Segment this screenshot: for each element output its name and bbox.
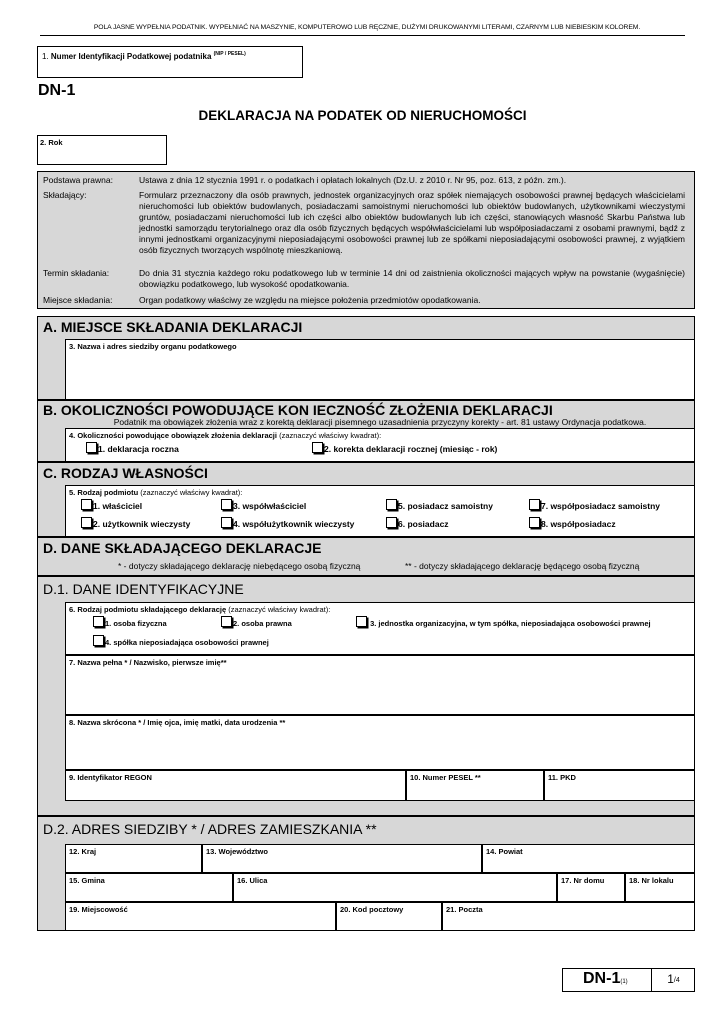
checkbox-icon[interactable]: [529, 499, 540, 510]
option-owner[interactable]: [81, 499, 142, 511]
field-16-label: 16. Ulica: [237, 876, 268, 885]
checkbox-icon[interactable]: [221, 517, 232, 528]
info-value: Ustawa z dnia 12 stycznia 1991 r. o podatkach i opłatach lokalnych (Dz.U. z 2010 r. Nr 95, poz. 613, z późn. zm.).: [139, 175, 567, 185]
city-field[interactable]: [65, 902, 336, 931]
checkbox-icon[interactable]: [81, 499, 92, 510]
checkbox-icon[interactable]: [221, 499, 232, 510]
note-legal-entity: * - dotyczy składającego deklarację niebędącego osobą fizyczną: [118, 561, 361, 571]
info-key: Termin składania:: [43, 268, 110, 278]
footer-code-sub: (1): [620, 979, 628, 985]
footer-code: DN-1: [583, 970, 621, 987]
postal-code-field[interactable]: [336, 902, 442, 931]
option-company[interactable]: [93, 635, 269, 647]
option-label: 8. współposiadacz: [541, 519, 616, 529]
year-label: 2. Rok: [40, 138, 63, 147]
nip-field[interactable]: [37, 46, 303, 78]
field-18-label: 18. Nr lokalu: [629, 876, 674, 885]
county-field[interactable]: [482, 844, 695, 873]
circumstances-field[interactable]: [65, 428, 695, 462]
checkbox-icon[interactable]: [93, 616, 104, 627]
municipality-field[interactable]: [65, 873, 233, 902]
page-number: [651, 969, 695, 991]
option-correction[interactable]: [312, 442, 497, 454]
country-field[interactable]: [65, 844, 202, 873]
field-12-label: 12. Kraj: [69, 847, 97, 856]
checkbox-icon[interactable]: [81, 517, 92, 528]
form-title: DEKLARACJA NA PODATEK OD NIERUCHOMOŚCI: [198, 108, 527, 123]
nip-sup: (NIP / PESEL): [213, 51, 246, 57]
option-label: 2. użytkownik wieczysty: [93, 519, 191, 529]
checkbox-icon[interactable]: [86, 442, 97, 453]
note-natural-person: ** - dotyczy składającego deklarację będącego osobą fizyczną: [405, 561, 640, 571]
field-20-label: 20. Kod pocztowy: [340, 905, 404, 914]
pkd-field[interactable]: [544, 770, 695, 801]
field-14-label: 14. Powiat: [486, 847, 523, 856]
checkbox-icon[interactable]: [386, 517, 397, 528]
field-21-label: 21. Poczta: [446, 905, 483, 914]
section-d-title: D. DANE SKŁADAJĄCEGO DEKLARACJE: [43, 540, 322, 556]
field-9-label: 9. Identyfikator REGON: [69, 773, 152, 782]
option-co-owner[interactable]: [221, 499, 306, 511]
nip-label: Numer Identyfikacji Podatkowej podatnika: [50, 52, 212, 61]
option-label: 1. właściciel: [93, 501, 143, 511]
header-rule: [40, 35, 685, 36]
info-value: Organ podatkowy właściwy ze względu na miejsce położenia przedmiotów opodatkowania.: [139, 295, 481, 305]
option-label: 1. deklaracja roczna: [98, 444, 179, 454]
option-label: 3. współwłaściciel: [233, 501, 307, 511]
option-natural-person[interactable]: [93, 616, 167, 628]
info-key: Składający:: [43, 190, 87, 200]
field-6-hint: (zaznaczyć właściwy kwadrat):: [228, 605, 331, 614]
option-independent-co-holder[interactable]: [529, 499, 660, 511]
section-b-title: B. OKOLICZNOŚCI POWODUJĄCE KON IECZNOŚĆ ZŁOŻENIA DEKLARACJI: [43, 402, 553, 418]
page-current: 1: [667, 972, 674, 986]
apartment-number-field[interactable]: [625, 873, 695, 902]
option-label: 7. współposiadacz samoistny: [541, 501, 661, 511]
page-total: /4: [673, 977, 680, 984]
voivodeship-field[interactable]: [202, 844, 482, 873]
section-d2-title: D.2. ADRES SIEDZIBY * / ADRES ZAMIESZKANIA **: [43, 821, 377, 837]
section-b: [37, 400, 695, 462]
full-name-field[interactable]: [65, 655, 695, 715]
section-d1: [37, 576, 695, 816]
section-a-title: A. MIEJSCE SKŁADANIA DEKLARACJI: [43, 319, 303, 335]
correction-note: Podatnik ma obowiązek złożenia wraz z korektą deklaracji pisemnego uzasadnienia przyczyny korekty - art. 81 ustawy Ordynacja podatkowa.: [113, 417, 647, 427]
section-c: [37, 462, 695, 537]
field-19-label: 19. Miejscowość: [69, 905, 128, 914]
ownership-type-field[interactable]: [65, 485, 695, 537]
field-17-label: 17. Nr domu: [561, 876, 605, 885]
field-11-label: 11. PKD: [548, 773, 576, 782]
pesel-field[interactable]: [406, 770, 544, 801]
checkbox-icon[interactable]: [356, 616, 367, 627]
field-15-label: 15. Gmina: [69, 876, 105, 885]
field-4-label: 4. Okoliczności powodujące obowiązek złożenia deklaracji: [69, 431, 277, 440]
option-label: 1. osoba fizyczna: [105, 619, 167, 628]
section-d2: [37, 816, 695, 931]
option-legal-person[interactable]: [221, 616, 292, 628]
checkbox-icon[interactable]: [93, 635, 104, 646]
field-7-label: 7. Nazwa pełna * / Nazwisko, pierwsze imię**: [69, 658, 227, 667]
option-label: 4. spółka nieposiadająca osobowości prawnej: [105, 638, 269, 647]
info-key: Miejsce składania:: [43, 295, 113, 305]
field-10-label: 10. Numer PESEL **: [410, 773, 481, 782]
option-annual[interactable]: [86, 442, 179, 454]
subject-type-field[interactable]: [65, 602, 695, 655]
section-d: [37, 537, 695, 576]
checkbox-icon[interactable]: [386, 499, 397, 510]
checkbox-icon[interactable]: [312, 442, 323, 453]
option-label: 6. posiadacz: [398, 519, 449, 529]
option-perpetual-co-user[interactable]: [221, 517, 354, 529]
field-4-hint: (zaznaczyć właściwy kwadrat):: [279, 431, 382, 440]
field-8-label: 8. Nazwa skrócona * / Imię ojca, imię matki, data urodzenia **: [69, 718, 286, 727]
info-value: Do dnia 31 stycznia każdego roku podatkowego lub w terminie 14 dni od zaistnienia okoliczności mających wpływ na powstanie (wygaśnięcie) obowiązku podatkowego, lub wysokość opodatkowania.: [139, 268, 685, 289]
option-label: 5. posiadacz samoistny: [398, 501, 493, 511]
legal-info-block: [37, 171, 695, 309]
field-6-label: 6. Rodzaj podmiotu składającego deklarację: [69, 605, 227, 614]
option-label: 2. osoba prawna: [233, 619, 292, 628]
field-3-label: 3. Nazwa i adres siedziby organu podatkowego: [69, 342, 237, 351]
form-code: DN-1: [38, 82, 76, 99]
footer-form-code: [562, 968, 695, 992]
regon-field[interactable]: [65, 770, 406, 801]
checkbox-icon[interactable]: [221, 616, 232, 627]
option-perpetual-user[interactable]: [81, 517, 190, 529]
option-label: 3. jednostka organizacyjna, w tym spółka, nieposiadająca osobowości prawnej: [370, 619, 651, 628]
nip-number: 1.: [42, 52, 49, 61]
short-name-field[interactable]: [65, 715, 695, 770]
option-co-holder[interactable]: [529, 517, 616, 529]
field-5-label: 5. Rodzaj podmiotu: [69, 488, 139, 497]
option-label: 4. współużytkownik wieczysty: [233, 519, 355, 529]
option-label: 2. korekta deklaracji rocznej (miesiąc - rok): [324, 444, 498, 454]
field-5-hint: (zaznaczyć właściwy kwadrat):: [140, 488, 243, 497]
street-field[interactable]: [233, 873, 557, 902]
section-d1-title: D.1. DANE IDENTYFIKACYJNE: [43, 581, 244, 597]
option-org-unit[interactable]: [356, 616, 651, 628]
house-number-field[interactable]: [557, 873, 625, 902]
field-13-label: 13. Województwo: [206, 847, 268, 856]
info-value: Formularz przeznaczony dla osób prawnych, jednostek organizacyjnych oraz spółek niemających osobowości prawnej będących właścicielami nieruchomości lub obiektów budowlanych, posiadaczami samoistnymi nieruchomości lub obiektów budowlanych, użytkownikami wieczystymi gruntów, posiadaczami nieruchomości lub ich części albo obiektów budowlanych lub ich części, stanowiących własność Skarbu Państwa lub jednostki samorządu terytorialnego oraz dla osób fizycznych będących współwłaścicielami lub współposiadaczami z osobami prawnymi, bądź z innymi jednostkami organizacyjnymi nieposiadającymi osobowości prawnej lub ze spółkami nieposiadającymi osobowości prawnej, z wyjątkiem osób fizycznych tworzących wspólnotę mieszkaniową.: [139, 190, 685, 255]
section-c-title: C. RODZAJ WŁASNOŚCI: [43, 465, 208, 481]
info-key: Podstawa prawna:: [43, 175, 113, 185]
post-office-field[interactable]: [442, 902, 695, 931]
fill-instruction: POLA JASNE WYPEŁNIA PODATNIK. WYPEŁNIAĆ NA MASZYNIE, KOMPUTEROWO LUB RĘCZNIE, DUŻYMI DRUKOWANYMI LITERAMI, CZARNYM LUB NIEBIESKIM KOLOREM.: [93, 24, 641, 31]
year-field[interactable]: [37, 135, 167, 165]
option-independent-holder[interactable]: [386, 499, 493, 511]
option-holder[interactable]: [386, 517, 449, 529]
checkbox-icon[interactable]: [529, 517, 540, 528]
section-a: [37, 316, 695, 400]
tax-office-field[interactable]: [65, 339, 695, 400]
